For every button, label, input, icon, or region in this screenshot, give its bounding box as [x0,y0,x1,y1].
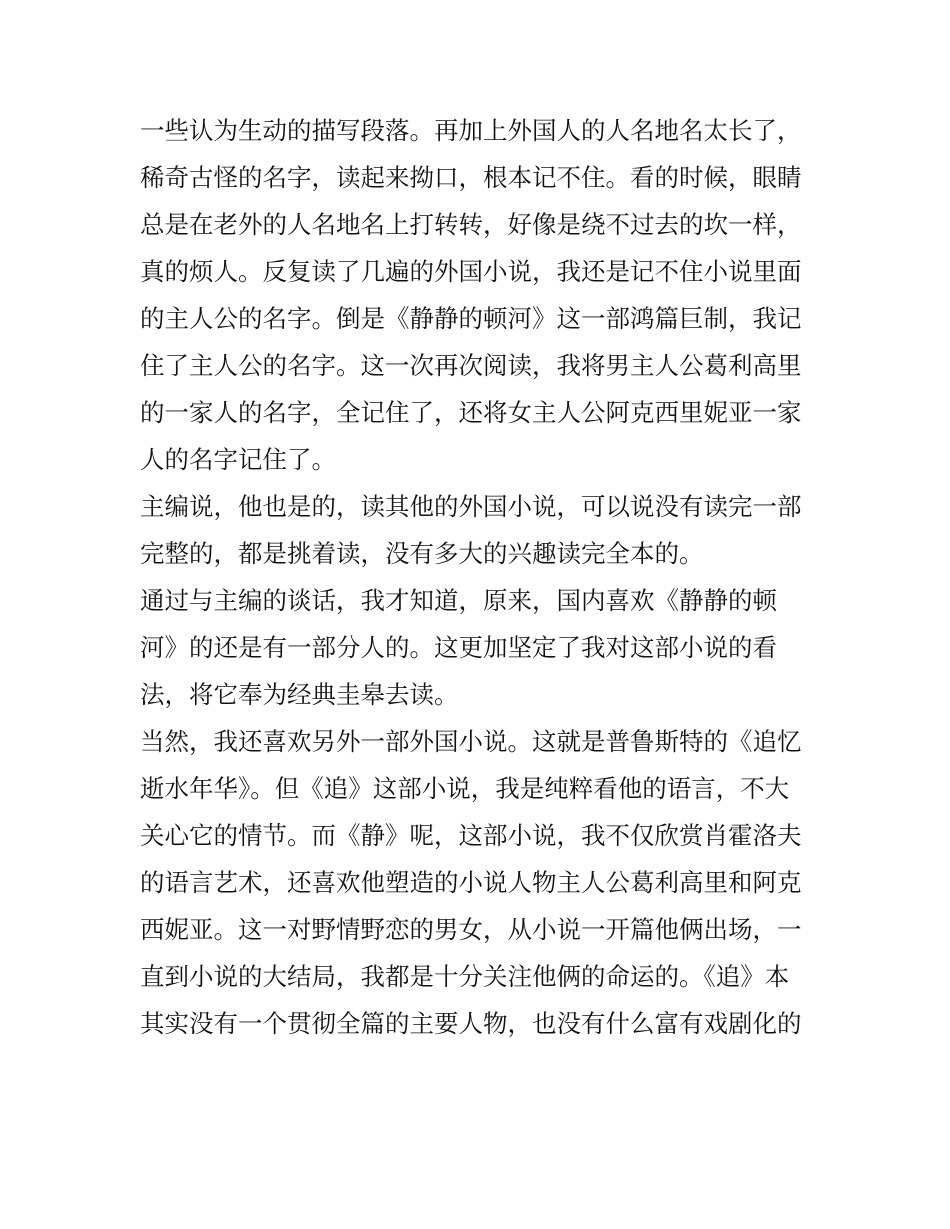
text-line: 的语言艺术，还喜欢他塑造的小说人物主人公葛利高里和阿克 [140,868,802,897]
text-line: 完整的，都是挑着读，没有多大的兴趣读完全本的。 [140,539,704,568]
text-line: 法，将它奉为经典圭皋去读。 [140,680,459,709]
text-line: 直到小说的大结局，我都是十分关注他俩的命运的。《追》本 [140,962,790,991]
text-line: 通过与主编的谈话，我才知道，原来，国内喜欢《静静的顿 [140,586,777,615]
text-line: 的主人公的名字。倒是《静静的顿河》这一部鸿篇巨制，我记 [140,304,802,333]
text-line: 人的名字记住了。 [140,445,336,474]
text-line: 一些认为生动的描写段落。再加上外国人的人名地名太长了， [140,116,802,145]
text-line: 稀奇古怪的名字，读起来拗口，根本记不住。看的时候，眼睛 [140,163,802,192]
text-line: 西妮亚。这一对野情野恋的男女，从小说一开篇他俩出场，一 [140,915,802,944]
text-line: 真的烦人。反复读了几遍的外国小说，我还是记不住小说里面 [140,257,802,286]
text-line: 逝水年华》。但《追》这部小说，我是纯粹看他的语言，不大 [140,774,790,803]
text-line: 主编说，他也是的，读其他的外国小说，可以说没有读完一部 [140,492,802,521]
text-line: 总是在老外的人名地名上打转转，好像是绕不过去的坎一样， [140,210,802,239]
text-line: 关心它的情节。而《静》呢，这部小说，我不仅欣赏肖霍洛夫 [140,821,802,850]
body-text [140,107,820,1047]
text-line: 其实没有一个贯彻全篇的主要人物，也没有什么富有戏剧化的 [140,1009,802,1038]
text-line: 当然，我还喜欢另外一部外国小说。这就是普鲁斯特的《追忆 [140,727,802,756]
text-line: 住了主人公的名字。这一次再次阅读，我将男主人公葛利高里 [140,351,802,380]
text-line: 河》的还是有一部分人的。这更加坚定了我对这部小说的看 [140,633,777,662]
text-line: 的一家人的名字，全记住了，还将女主人公阿克西里妮亚一家 [140,398,802,427]
